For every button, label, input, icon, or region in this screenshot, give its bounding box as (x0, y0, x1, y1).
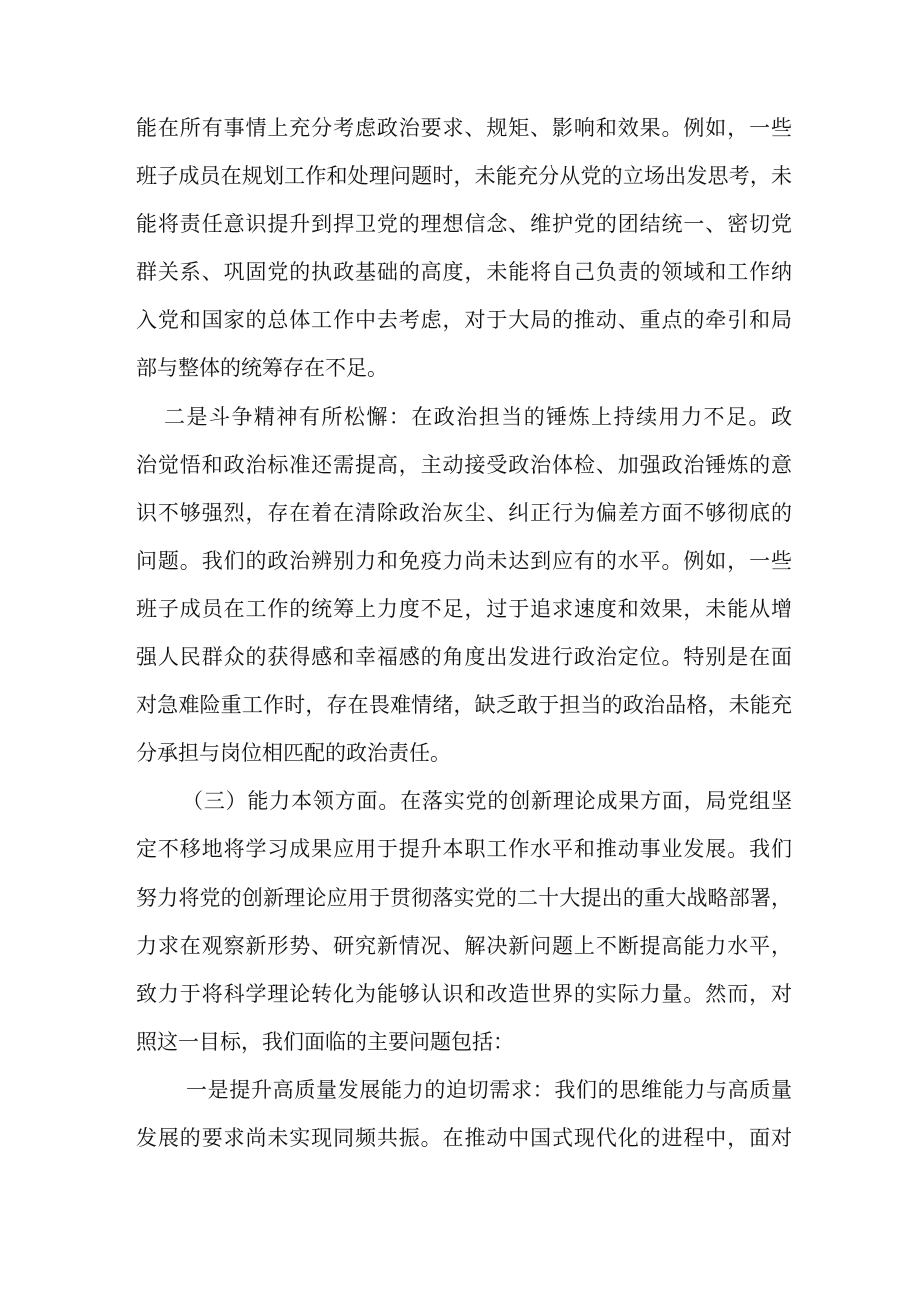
text-line: 班子成员在规划工作和处理问题时，未能充分从党的立场出发思考，未 (136, 164, 792, 189)
text-line: 入党和国家的总体工作中去考虑，对于大局的推动、重点的牵引和局 (136, 308, 792, 333)
text-line: （三）能力本领方面。在落实党的创新理论成果方面，局党组坚 (182, 789, 792, 814)
text-line: 能将责任意识提升到捍卫党的理想信念、维护党的团结统一、密切党 (136, 212, 792, 237)
text-line: 识不够强烈，存在着在清除政治灰尘、纠正行为偏差方面不够彻底的 (136, 500, 792, 525)
text-line: 努力将党的创新理论应用于贯彻落实党的二十大提出的重大战略部署， (136, 885, 792, 910)
text-line: 照这一目标，我们面临的主要问题包括： (136, 1029, 514, 1054)
text-line: 治觉悟和政治标准还需提高，主动接受政治体检、加强政治锤炼的意 (136, 452, 792, 477)
paragraph-2 (136, 393, 792, 778)
text-line: 二是斗争精神有所松懈：在政治担当的锤炼上持续用力不足。政 (164, 404, 792, 429)
text-line: 致力于将科学理论转化为能够认识和改造世界的实际力量。然而，对 (136, 981, 792, 1006)
text-line: 强人民群众的获得感和幸福感的角度出发进行政治定位。特别是在面 (136, 645, 792, 670)
text-line: 部与整体的统筹存在不足。 (136, 356, 388, 381)
text-line: 能在所有事情上充分考虑政治要求、规矩、影响和效果。例如，一些 (136, 116, 792, 140)
text-line: 班子成员在工作的统筹上力度不足，过于追求速度和效果，未能从增 (136, 596, 792, 621)
text-line: 问题。我们的政治辨别力和免疫力尚未达到应有的水平。例如，一些 (136, 548, 792, 573)
text-line: 一是提升高质量发展能力的迫切需求：我们的思维能力与高质量 (186, 1077, 792, 1102)
text-line: 定不移地将学习成果应用于提升本职工作水平和推动事业发展。我们 (136, 837, 792, 862)
text-line: 对急难险重工作时，存在畏难情绪，缺乏敢于担当的政治品格，未能充 (136, 693, 792, 718)
paragraph-1 (136, 104, 792, 393)
text-line: 发展的要求尚未实现同频共振。在推动中国式现代化的进程中，面对 (136, 1125, 792, 1150)
text-line: 群关系、巩固党的执政基础的高度，未能将自己负责的领域和工作纳 (136, 260, 792, 285)
text-line: 分承担与岗位相匹配的政治责任。 (136, 741, 451, 766)
document-body (136, 104, 792, 1162)
paragraph-4 (136, 1066, 792, 1162)
text-line: 力求在观察新形势、研究新情况、解决新问题上不断提高能力水平， (136, 933, 792, 958)
paragraph-3 (136, 777, 792, 1066)
